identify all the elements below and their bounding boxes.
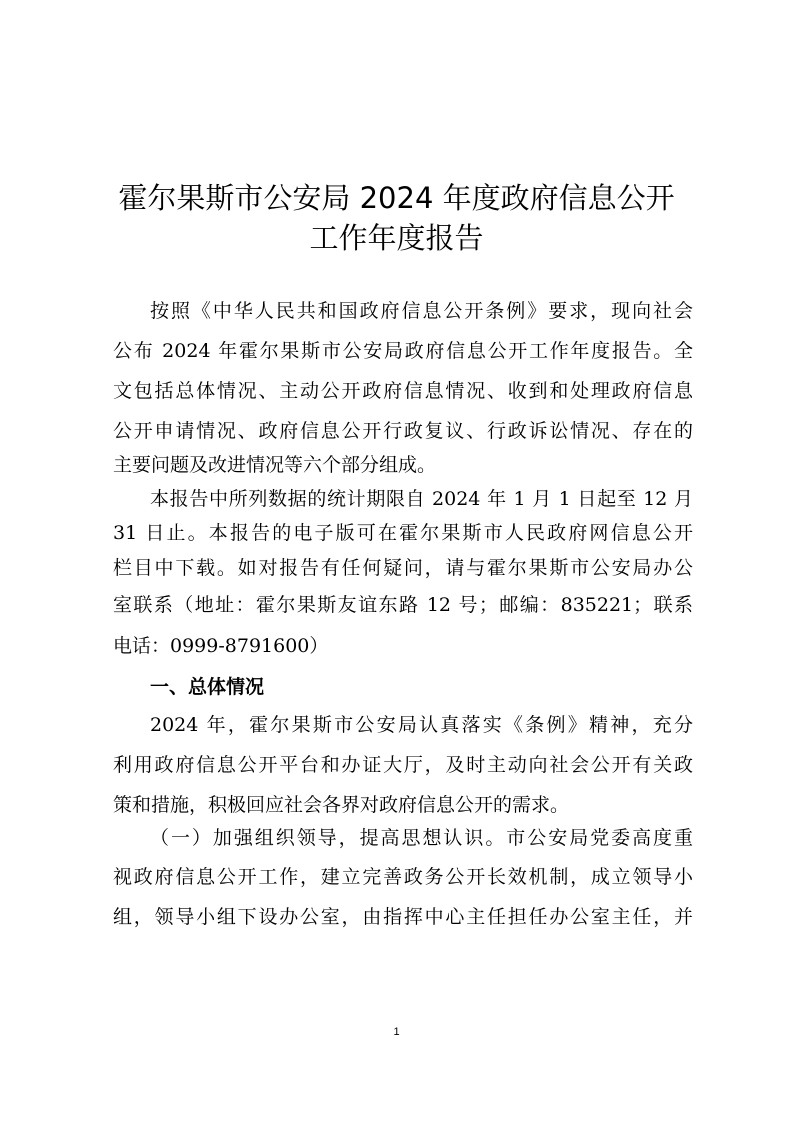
page-number: 1 — [393, 1026, 400, 1038]
intro-paragraph-1-line-5: 主要问题及改进情况等六个部分组成。 — [113, 454, 437, 476]
intro-paragraph-2-line-2: 31 日止。本报告的电子版可在霍尔果斯市人民政府网信息公开 — [113, 522, 693, 544]
intro-paragraph-2-line-5: 电话：0999-8791600） — [113, 635, 329, 657]
overview-paragraph-1-line-1: 2024 年，霍尔果斯市公安局认真落实《条例》精神，充分 — [150, 714, 693, 736]
section-heading-overview: 一、总体情况 — [150, 676, 265, 698]
intro-paragraph-1-line-2: 公布 2024 年霍尔果斯市公安局政府信息公开工作年度报告。全 — [113, 340, 693, 362]
intro-paragraph-2-line-3: 栏目中下载。如对报告有任何疑问，请与霍尔果斯市公安局办公 — [113, 557, 693, 579]
document-title-line-1: 霍尔果斯市公安局 2024 年度政府信息公开 — [118, 181, 675, 215]
intro-paragraph-2-line-4: 室联系（地址：霍尔果斯友谊东路 12 号；邮编：835221；联系 — [113, 594, 693, 616]
overview-paragraph-1-line-3: 策和措施，积极回应社会各界对政府信息公开的需求。 — [113, 794, 570, 816]
document-title-line-2: 工作年度报告 — [309, 221, 484, 255]
overview-paragraph-1-line-2: 利用政府信息公开平台和办证大厅，及时主动向社会公开有关政 — [113, 754, 693, 776]
intro-paragraph-1-line-1: 按照《中华人民共和国政府信息公开条例》要求，现向社会 — [150, 300, 693, 322]
intro-paragraph-2-line-1: 本报告中所列数据的统计期限自 2024 年 1 月 1 日起至 12 月 — [150, 488, 693, 510]
overview-paragraph-2-line-2: 视政府信息公开工作，建立完善政务公开长效机制，成立领导小 — [113, 866, 693, 888]
intro-paragraph-1-line-4: 公开申请情况、政府信息公开行政复议、行政诉讼情况、存在的 — [113, 420, 693, 442]
intro-paragraph-1-line-3: 文包括总体情况、主动公开政府信息情况、收到和处理政府信息 — [113, 380, 693, 402]
overview-paragraph-2-line-3: 组，领导小组下设办公室，由指挥中心主任担任办公室主任，并 — [113, 906, 693, 928]
overview-paragraph-2-line-1: （一）加强组织领导，提高思想认识。市公安局党委高度重 — [150, 827, 693, 849]
